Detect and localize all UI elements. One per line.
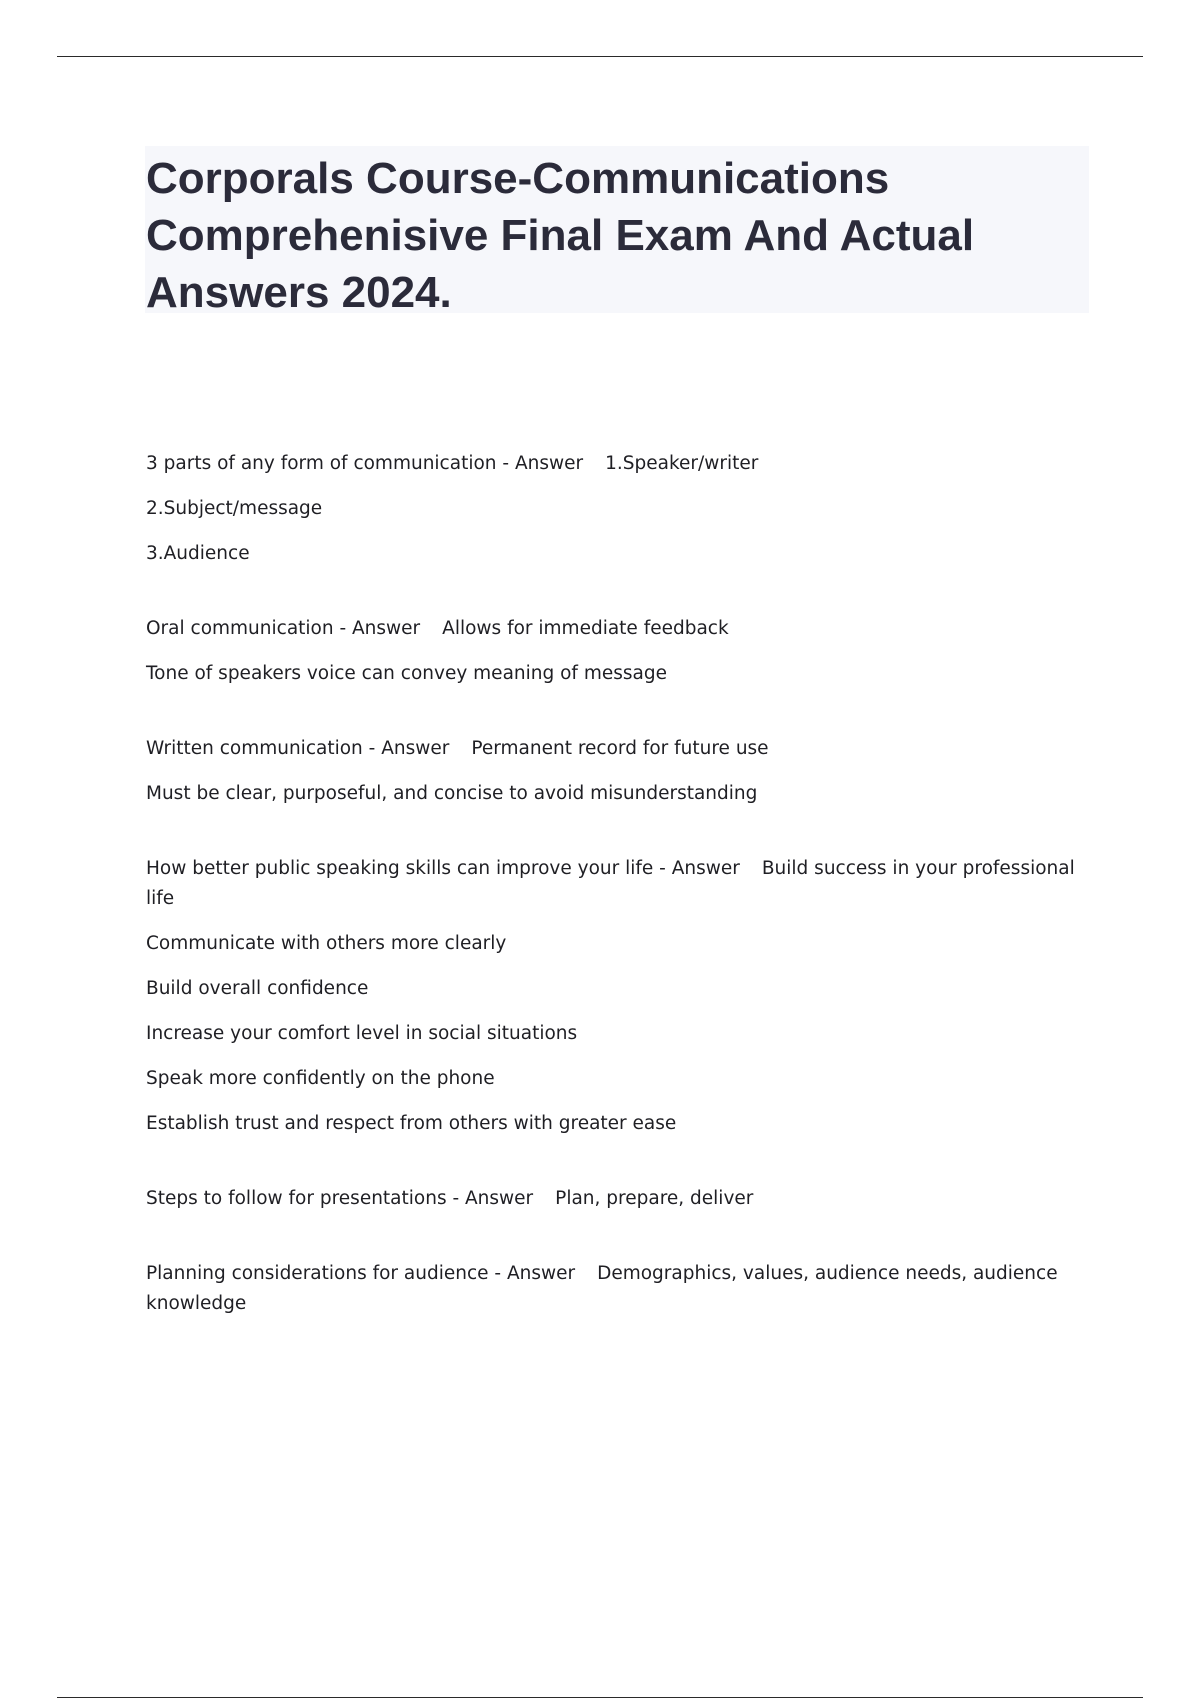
qa-answer-line: Tone of speakers voice can convey meaning of message — [146, 663, 667, 684]
qa-answer-line: Build overall confidence — [146, 978, 369, 999]
qa-answer: 1.Speaker/writer — [605, 453, 759, 474]
qa-answer-line: Must be clear, purposeful, and concise to avoid misunderstanding — [146, 783, 758, 804]
qa-question: Written communication - Answer — [146, 738, 450, 759]
qa-answer-line: 3.Audience — [146, 543, 250, 564]
qa-item — [146, 449, 1106, 569]
qa-question: Planning considerations for audience - Answer — [146, 1263, 576, 1284]
qa-answer: Plan, prepare, deliver — [555, 1188, 754, 1209]
qa-answer: Demographics, values, audience needs, audience knowledge — [146, 1263, 1064, 1314]
bottom-rule — [57, 1697, 1143, 1698]
qa-answer-line: Speak more confidently on the phone — [146, 1068, 495, 1089]
qa-answer-line: Increase your comfort level in social situations — [146, 1023, 578, 1044]
qa-question-line — [146, 1184, 1106, 1214]
qa-answer-line: 2.Subject/message — [146, 498, 323, 519]
qa-list — [146, 449, 1106, 1364]
title-block — [145, 146, 1089, 317]
qa-answer: Allows for immediate feedback — [442, 618, 729, 639]
qa-question: 3 parts of any form of communication - Answer — [146, 453, 584, 474]
qa-question-line — [146, 854, 1106, 914]
qa-question-line — [146, 734, 1106, 764]
qa-question-line — [146, 614, 1106, 644]
qa-answer-line: Establish trust and respect from others with greater ease — [146, 1113, 677, 1134]
document-title: Corporals Course-Communications Comprehenisive Final Exam And Actual Answers 2024. — [146, 154, 975, 317]
qa-item — [146, 854, 1106, 1139]
qa-question: How better public speaking skills can improve your life - Answer — [146, 858, 740, 879]
qa-item — [146, 734, 1106, 809]
qa-question-line — [146, 449, 1106, 479]
qa-question-line — [146, 1259, 1106, 1319]
qa-answer: Permanent record for future use — [471, 738, 769, 759]
qa-item — [146, 1184, 1106, 1214]
qa-item — [146, 614, 1106, 689]
qa-question: Steps to follow for presentations - Answer — [146, 1188, 534, 1209]
qa-answer-line: Communicate with others more clearly — [146, 933, 507, 954]
qa-question: Oral communication - Answer — [146, 618, 421, 639]
qa-item — [146, 1259, 1106, 1319]
top-rule — [57, 56, 1143, 57]
qa-answer: Build success in your professional life — [146, 858, 1081, 909]
